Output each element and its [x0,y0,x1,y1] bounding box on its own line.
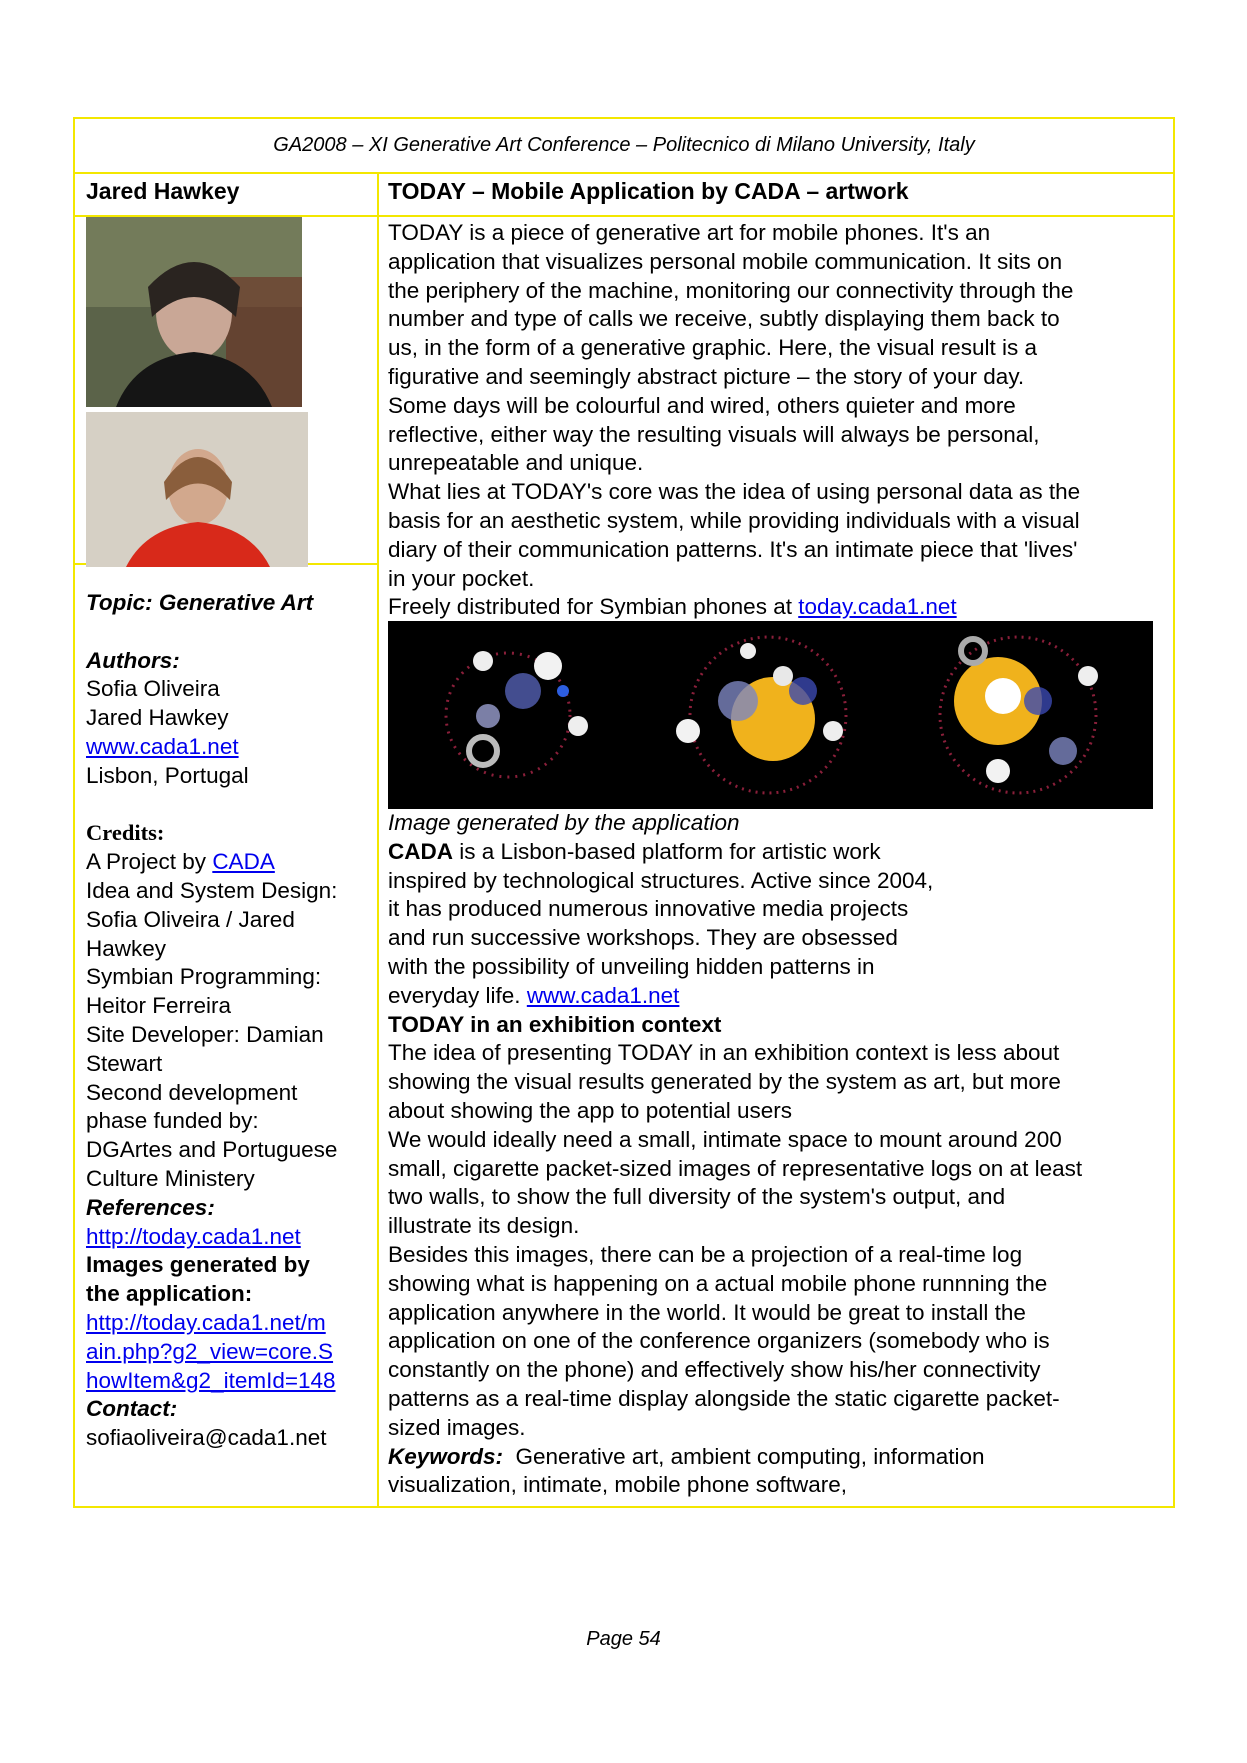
divider [75,172,1173,174]
page-frame [73,117,1175,1508]
body-line: application that visualizes personal mobile communication. It sits on [388,248,1063,274]
cada-last-prefix: everyday life. [388,982,527,1008]
exhibition-line: showing the visual results generated by the system as art, but more [388,1069,1061,1095]
cada-link[interactable]: CADA [212,849,275,875]
today-link[interactable]: today.cada1.net [798,594,957,620]
cada-line: with the possibility of unveiling hidden patterns in [388,953,875,979]
author-item: Sofia Oliveira [86,676,220,702]
credits-line: Culture Ministery [86,1165,255,1191]
images-label: Images generated by [86,1252,310,1278]
paper-title: TODAY – Mobile Application by CADA – artwork [388,178,909,204]
exhibition-line: patterns as a real-time display alongside the static cigarette packet- [388,1385,1060,1411]
keywords-line: Generative art, ambient computing, information [503,1443,985,1469]
images-link[interactable]: http://today.cada1.net/m [86,1309,326,1335]
exhibition-line: We would ideally need a small, intimate space to mount around 200 [388,1126,1062,1152]
cada-line: is a Lisbon-based platform for artistic work [453,838,881,864]
topic: Topic: Generative Art [86,590,314,615]
cada-line: inspired by technological structures. Active since 2004, [388,867,934,893]
credits-line: phase funded by: [86,1108,259,1134]
credits-label: Credits: [86,820,165,846]
body-line: Some days will be colourful and wired, others quieter and more [388,392,1016,418]
body-line: reflective, either way the resulting visuals will always be personal, [388,421,1040,447]
credits-line: Site Developer: Damian [86,1021,324,1047]
cada-line: and run successive workshops. They are obsessed [388,925,898,951]
freely-prefix: Freely distributed for Symbian phones at [388,594,799,620]
credits-project-prefix: A Project by [86,849,213,875]
body-line: us, in the form of a generative graphic. Here, the visual result is a [388,335,1038,361]
authors-link[interactable]: www.cada1.net [86,733,239,759]
body-line: figurative and seemingly abstract picture – the story of your day. [388,363,1025,389]
cada-section [388,809,1168,1500]
contact-email: sofiaoliveira@cada1.net [86,1425,327,1451]
body-line: in your pocket. [388,565,535,591]
exhibition-line: illustrate its design. [388,1213,580,1239]
credits-line: Stewart [86,1050,163,1076]
credits-line: Symbian Programming: [86,964,322,990]
body-line: diary of their communication patterns. It's an intimate piece that 'lives' [388,536,1078,562]
credits-line: Sofia Oliveira / Jared [86,906,295,932]
keywords-line: visualization, intimate, mobile phone software, [388,1472,847,1498]
references-label: References: [86,1194,215,1220]
exhibition-line: sized images. [388,1414,526,1440]
exhibition-heading: TODAY in an exhibition context [388,1011,722,1037]
author-name: Jared Hawkey [86,178,240,204]
author-photo-sofia [86,217,302,407]
credits-line: Idea and System Design: [86,877,338,903]
images-label: the application: [86,1281,253,1307]
references-link[interactable]: http://today.cada1.net [86,1223,301,1249]
authors-label: Authors: [86,647,180,673]
image-caption: Image generated by the application [388,810,740,835]
credits-line: DGArtes and Portuguese [86,1137,338,1163]
exhibition-line: constantly on the phone) and effectively show his/her connectivity [388,1357,1041,1383]
cada-line: it has produced numerous innovative media projects [388,896,909,922]
credits-line: Second development [86,1079,298,1105]
contact-label: Contact: [86,1396,178,1422]
body-line: the periphery of the machine, monitoring our connectivity through the [388,277,1074,303]
author-info [86,589,368,1453]
generated-artwork-image [388,621,1153,809]
credits-line: Heitor Ferreira [86,993,232,1019]
exhibition-line: application anywhere in the world. It would be great to install the [388,1299,1026,1325]
body-line: unrepeatable and unique. [388,450,644,476]
exhibition-line: The idea of presenting TODAY in an exhibition context is less about [388,1040,1060,1066]
exhibition-line: small, cigarette packet-sized images of representative logs on at least [388,1155,1083,1181]
description-body [388,219,1168,622]
column-divider [377,174,379,1506]
body-line: What lies at TODAY's core was the idea of using personal data as the [388,479,1081,505]
author-photo-jared [86,412,308,567]
images-link[interactable]: howItem&g2_itemId=148 [86,1367,336,1393]
location: Lisbon, Portugal [86,762,249,788]
body-line: number and type of calls we receive, subtly displaying them back to [388,306,1060,332]
exhibition-line: about showing the app to potential users [388,1097,793,1123]
cada-site-link[interactable]: www.cada1.net [526,982,680,1008]
exhibition-line: application on one of the conference organizers (somebody who is [388,1328,1050,1354]
author-photos [86,217,302,572]
images-link[interactable]: ain.php?g2_view=core.S [86,1338,334,1364]
author-item: Jared Hawkey [86,705,229,731]
exhibition-line: two walls, to show the full diversity of the system's output, and [388,1184,1006,1210]
exhibition-line: Besides this images, there can be a projection of a real-time log [388,1241,1023,1267]
exhibition-line: showing what is happening on a actual mobile phone runnning the [388,1270,1048,1296]
credits-line: Hawkey [86,935,167,961]
conference-header: GA2008 – XI Generative Art Conference – Politecnico di Milano University, Italy [273,134,975,156]
page-number: Page 54 [586,1628,661,1650]
body-line: TODAY is a piece of generative art for mobile phones. It's an [388,220,991,245]
keywords-label: Keywords: [388,1443,504,1469]
body-line: basis for an aesthetic system, while providing individuals with a visual [388,507,1080,533]
cada-bold: CADA [388,838,453,864]
